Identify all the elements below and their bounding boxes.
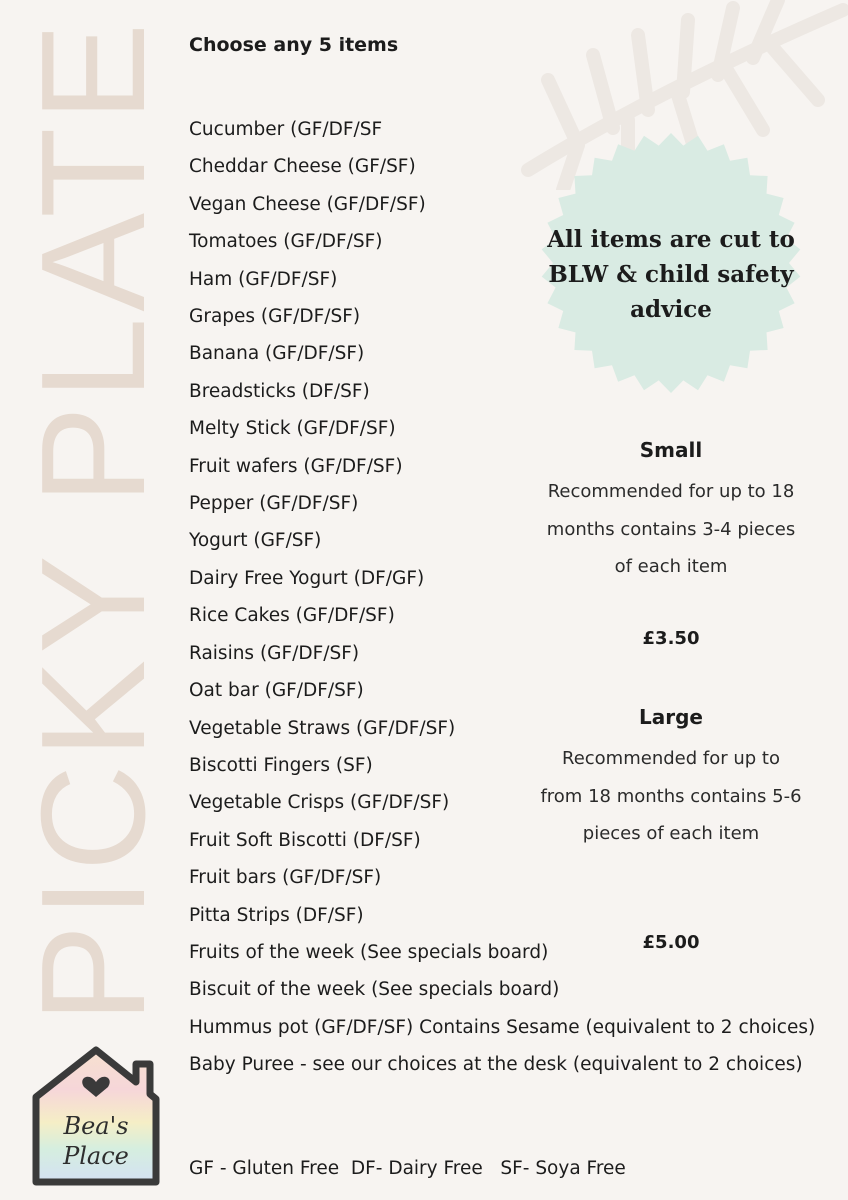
menu-item: Fruits of the week (See specials board)	[189, 941, 549, 963]
menu-item: Fruit wafers (GF/DF/SF)	[189, 455, 403, 477]
small-size-description: Recommended for up to 18 months contains 3-4 pieces of each item	[546, 481, 796, 577]
large-size-block	[540, 704, 802, 853]
logo-text-line-1: Bea's	[63, 1112, 129, 1140]
menu-item: Vegan Cheese (GF/DF/SF)	[189, 193, 426, 215]
menu-item: Vegetable Crisps (GF/DF/SF)	[189, 792, 450, 814]
large-price: £5.00	[642, 932, 700, 953]
badge-text: All items are cut to BLW & child safety advice	[547, 226, 795, 323]
menu-item: Fruit Soft Biscotti (DF/SF)	[189, 829, 421, 851]
house-logo-icon	[26, 1042, 166, 1190]
menu-item: Hummus pot (GF/DF/SF) Contains Sesame (equivalent to 2 choices)	[189, 1016, 816, 1038]
menu-item: Biscuit of the week (See specials board)	[189, 979, 560, 1001]
menu-item: Banana (GF/DF/SF)	[189, 343, 365, 365]
menu-item: Oat bar (GF/DF/SF)	[189, 680, 364, 702]
menu-item: Pepper (GF/DF/SF)	[189, 493, 359, 515]
menu-item: Ham (GF/DF/SF)	[189, 268, 338, 290]
menu-item: Biscotti Fingers (SF)	[189, 754, 373, 776]
menu-item: Grapes (GF/DF/SF)	[189, 306, 361, 328]
small-size-title: Small	[639, 438, 703, 462]
menu-item: Cheddar Cheese (GF/SF)	[189, 156, 416, 178]
large-size-description: Recommended for up to from 18 months contains 5-6 pieces of each item	[540, 748, 802, 844]
menu-item: Yogurt (GF/SF)	[189, 530, 322, 552]
menu-item: Tomatoes (GF/DF/SF)	[189, 231, 383, 253]
menu-item: Baby Puree - see our choices at the desk (equivalent to 2 choices)	[189, 1054, 803, 1076]
vertical-title: PICKY PLATE	[11, 16, 176, 1024]
menu-item: Rice Cakes (GF/DF/SF)	[189, 605, 395, 627]
allergen-legend: GF - Gluten Free DF- Dairy Free SF- Soya Free	[189, 1158, 626, 1179]
menu-item: Breadsticks (DF/SF)	[189, 380, 370, 402]
menu-item: Pitta Strips (DF/SF)	[189, 904, 364, 926]
small-size-block	[540, 437, 802, 586]
menu-item: Melty Stick (GF/DF/SF)	[189, 418, 396, 440]
menu-item: Cucumber (GF/DF/SF	[189, 119, 383, 140]
large-size-title: Large	[639, 705, 703, 729]
menu-item: Vegetable Straws (GF/DF/SF)	[189, 717, 456, 739]
menu-item: Dairy Free Yogurt (DF/GF)	[189, 567, 425, 589]
menu-item: Raisins (GF/DF/SF)	[189, 642, 360, 664]
small-price: £3.50	[642, 628, 700, 649]
logo-text-line-2: Place	[63, 1142, 129, 1170]
page-heading: Choose any 5 items	[189, 34, 399, 56]
menu-item: Fruit bars (GF/DF/SF)	[189, 867, 382, 889]
